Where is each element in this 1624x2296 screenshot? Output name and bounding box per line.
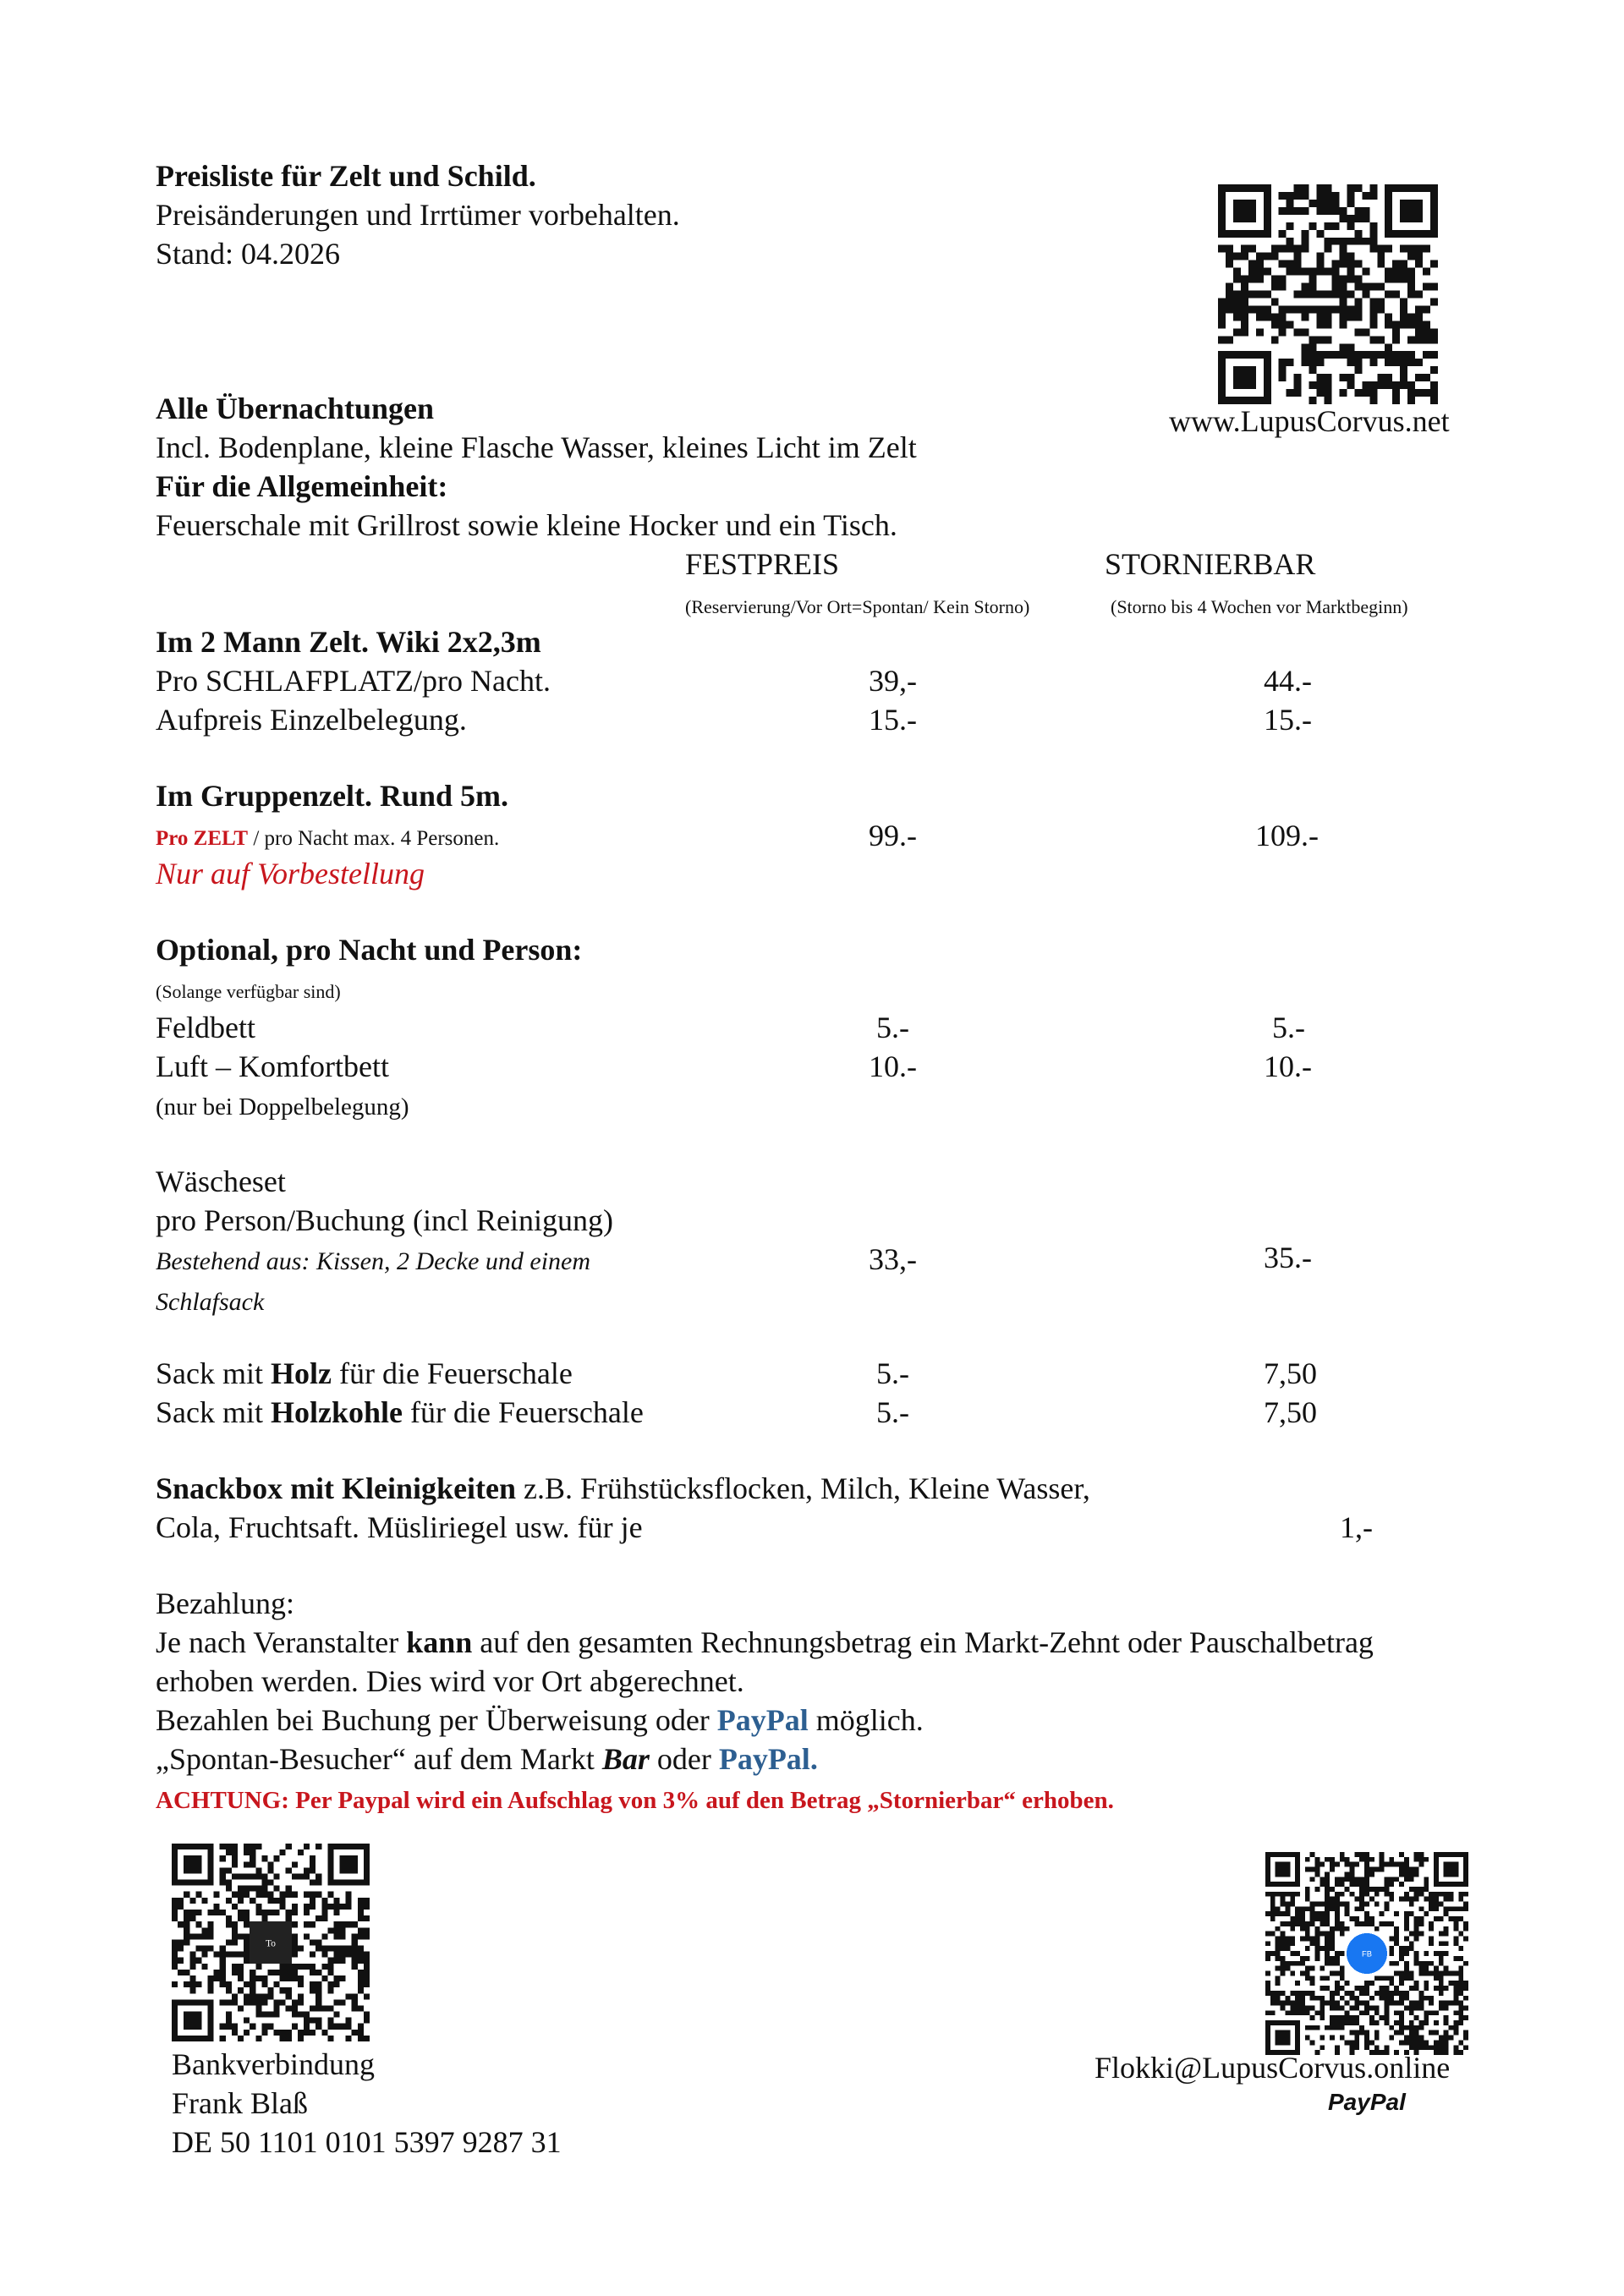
paypal-qr-code[interactable] [1265,1852,1468,2055]
snack-line: Snackbox mit Kleinigkeiten z.B. Frühstücksflocken, Milch, Kleine Wasser, [156,1471,1090,1505]
paypal-email[interactable]: Flokki@LupusCorvus.online [1095,2051,1451,2085]
paypal-warning: ACHTUNG: Per Paypal wird ein Aufschlag von 3% auf den Betrag „Stornierbar“ erhoben. [156,1787,1114,1814]
public-heading: Für die Allgemeinheit: [156,469,448,503]
zelt2-heading: Im 2 Mann Zelt. Wiki 2x2,3m [156,625,541,659]
website-qr-code[interactable] [1218,184,1438,404]
festpreis-header: FESTPREIS [685,547,840,581]
waesche-per: pro Person/Buchung (incl Reinigung) [156,1203,613,1237]
stornierbar-header: STORNIERBAR [1105,547,1316,581]
payment-text: Bezahlen bei Buchung per Überweisung oder PayPal möglich. [156,1703,924,1737]
optional-row-storno: 5.- [1272,1011,1305,1044]
waesche-fest: 33,- [869,1242,917,1276]
zelt2-row-label: Pro SCHLAFPLATZ/pro Nacht. [156,664,551,698]
svg-text:To: To [266,1938,276,1949]
holz-row-storno: 7,50 [1264,1356,1317,1390]
gruppe-note: Nur auf Vorbestellung [156,857,425,890]
payment-heading: Bezahlung: [156,1586,294,1620]
waesche-desc: Bestehend aus: Kissen, 2 Decke und einem [156,1247,591,1275]
zelt2-row-fest: 15.- [869,703,917,737]
website-link[interactable]: www.LupusCorvus.net [1169,404,1450,438]
payment-text: „Spontan-Besucher“ auf dem Markt Bar oder PayPal. [156,1742,818,1776]
snack-line: Cola, Fruchtsaft. Müsliriegel usw. für je [156,1510,643,1544]
included-items: Incl. Bodenplane, kleine Flasche Wasser, kleines Licht im Zelt [156,430,917,464]
holz-row-label: Sack mit Holz für die Feuerschale [156,1356,573,1390]
holz-row-label: Sack mit Holzkohle für die Feuerschale [156,1395,644,1429]
waesche-title: Wäscheset [156,1164,286,1198]
optional-row-storno: 10.- [1264,1049,1312,1083]
double-note: (nur bei Doppelbelegung) [156,1093,409,1121]
disclaimer: Preisänderungen und Irrtümer vorbehalten. [156,198,680,232]
svg-text:FB: FB [1362,1949,1372,1959]
festpreis-note: (Reservierung/Vor Ort=Spontan/ Kein Storno) [685,596,1030,617]
page-title: Preisliste für Zelt und Schild. [156,159,536,193]
public-text: Feuerschale mit Grillrost sowie kleine Hocker und ein Tisch. [156,508,897,542]
waesche-storno: 35.- [1264,1241,1312,1274]
stand-date: Stand: 04.2026 [156,237,341,271]
bank-iban: DE 50 1101 0101 5397 9287 31 [172,2125,562,2159]
bank-qr-code[interactable] [172,1844,370,2041]
holz-row-storno: 7,50 [1264,1395,1317,1429]
holz-row-fest: 5.- [876,1395,909,1429]
payment-text: erhoben werden. Dies wird vor Ort abgerechnet. [156,1664,744,1698]
zelt2-row-storno: 44.- [1264,664,1312,698]
payment-text: Je nach Veranstalter kann auf den gesamten Rechnungsbetrag ein Markt-Zehnt oder Pauschalbetrag [156,1625,1374,1659]
paypal-logo: PayPal [1328,2089,1406,2115]
optional-row-label: Feldbett [156,1011,255,1044]
gruppe-storno: 109.- [1255,819,1319,852]
optional-heading: Optional, pro Nacht und Person: [156,933,583,967]
optional-row-label: Luft – Komfortbett [156,1049,389,1083]
optional-row-fest: 10.- [869,1049,917,1083]
snack-price: 1,- [1340,1510,1373,1544]
holz-row-fest: 5.- [876,1356,909,1390]
gruppe-fest: 99.- [869,819,917,852]
optional-row-fest: 5.- [876,1011,909,1044]
overnight-heading: Alle Übernachtungen [156,392,435,425]
bank-title: Bankverbindung [172,2047,375,2081]
stornierbar-note: (Storno bis 4 Wochen vor Marktbeginn) [1111,596,1408,617]
gruppe-label: Pro ZELT / pro Nacht max. 4 Personen. [156,827,500,850]
zelt2-row-storno: 15.- [1264,703,1312,737]
zelt2-row-fest: 39,- [869,664,917,698]
zelt2-row-label: Aufpreis Einzelbelegung. [156,703,467,737]
waesche-desc: Schlafsack [156,1288,265,1316]
optional-availability: (Solange verfügbar sind) [156,981,341,1002]
bank-name: Frank Blaß [172,2086,308,2120]
gruppe-heading: Im Gruppenzelt. Rund 5m. [156,779,509,813]
